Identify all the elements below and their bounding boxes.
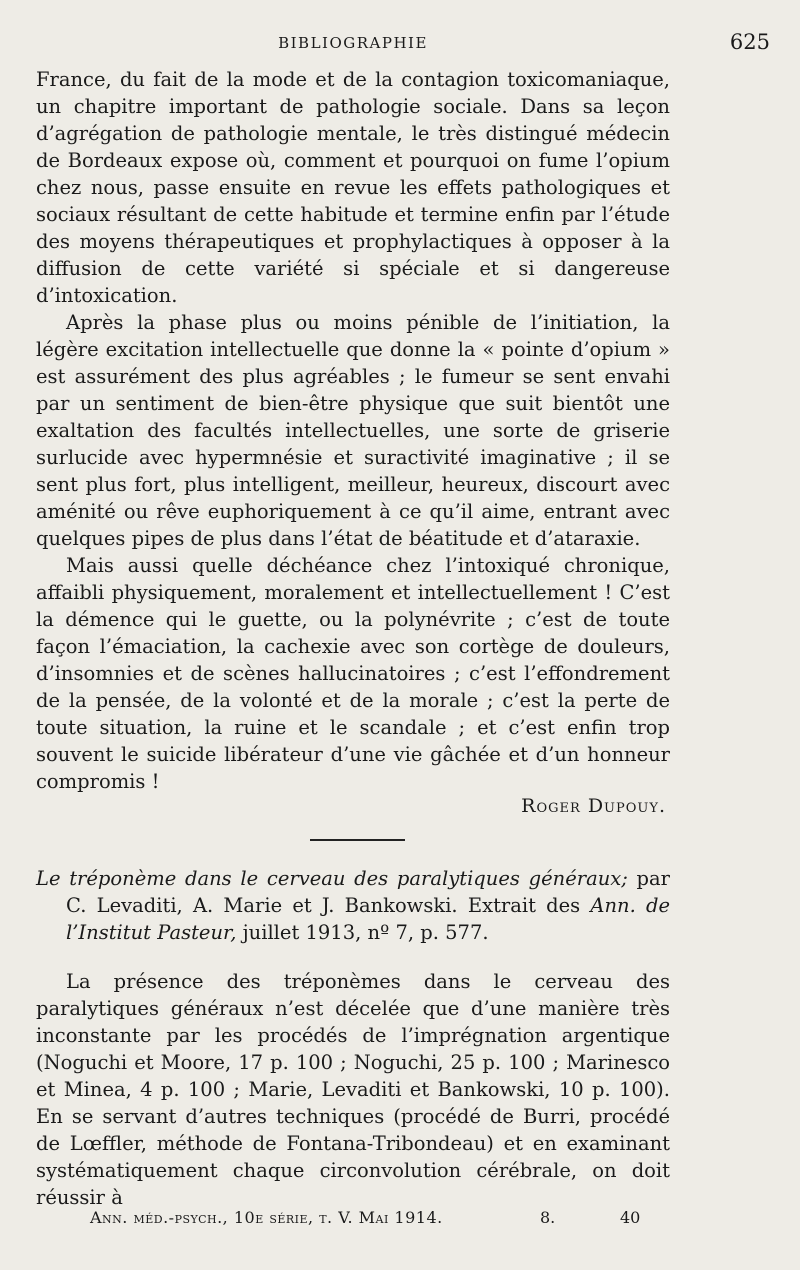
running-head: BIBLIOGRAPHIE	[278, 34, 428, 52]
footer-signature-mark: 8.	[540, 1208, 556, 1227]
paragraph-opium-effects: Après la phase plus ou moins pénible de l’initiation, la légère excitation intellectuelle que donne la « pointe d’opium » est assurément des plus agréables ; le fumeur se sent envahi par un sentiment de bien-être physique que suit bientôt une exaltation des facultés intellectuelles, une sorte de griserie surlucide avec hypermnésie et suractivité imaginative ; il se sent plus fort, plus intelligent, meilleur, heureux, discourt avec aménité ou rêve euphoriquement à ce qu’il aime, entrant avec quelques pipes de plus dans l’état de béatitude et d’ataraxie.	[36, 311, 670, 550]
page-number: 625	[729, 30, 770, 54]
review-journal: Ann. de l’Institut Pasteur,	[66, 893, 670, 944]
review-signature: Roger Dupouy.	[521, 795, 666, 817]
paragraph-continued: France, du fait de la mode et de la contagion toxicomaniaque, un chapitre important de pathologie sociale. Dans sa leçon d’agrégation de pathologie mentale, le très distingué médecin de Bordeaux expose où, comment et pourquoi on fume l’opium chez nous, passe ensuite en revue les effets pathologiques et sociaux résultant de cette habitude et termine enfin par l’étude des moyens thérapeutiques et prophylactiques à opposer à la diffusion de cette variété si spéciale et si dangereuse d’intoxication.	[36, 68, 670, 307]
review-title: Le tréponème dans le cerveau des paralytiques généraux;	[36, 866, 628, 890]
section-divider	[310, 839, 405, 841]
review-reference: juillet 1913, nº 7, p. 577.	[236, 920, 489, 944]
footer-sheet-number: 40	[620, 1208, 641, 1227]
page-header	[36, 30, 770, 58]
page-footer	[90, 1208, 650, 1227]
paragraph-chronic-intoxication: Mais aussi quelle déchéance chez l’intoxiqué chronique, affaibli physiquement, moralement et intellectuellement ! C’est la démence qui le guette, ou la polynévrite ; c’est de toute façon l’émaciation, la cachexie avec son cortège de douleurs, d’insomnies et de scènes hallucinatoires ; c’est l’effondrement de la pensée, de la volonté et de la morale ; c’est la perte de toute situation, la ruine et le scandale ; et c’est enfin trop souvent le suicide libérateur d’une vie gâchée et d’un honneur compromis !	[36, 554, 670, 793]
page-body	[36, 66, 670, 1211]
review-authors: par C. Levaditi, A. Marie et J. Bankowski. Extrait des	[66, 866, 670, 917]
review-heading	[36, 865, 670, 946]
paragraph-treponema: La présence des tréponèmes dans le cerveau des paralytiques généraux n’est décelée que d’une manière très inconstante par les procédés de l’imprégnation argentique (Noguchi et Moore, 17 p. 100 ; Noguchi, 25 p. 100 ; Marinesco et Minea, 4 p. 100 ; Marie, Levaditi et Bankowski, 10 p. 100). En se servant d’autres techniques (procédé de Burri, procédé de Lœffler, méthode de Fontana-Tribondeau) et en examinant systématiquement chaque circonvolution cérébrale, on doit réussir à	[36, 969, 670, 1209]
footer-journal: Ann. méd.-psych., 10e série, t. V. Mai 1914.	[90, 1208, 443, 1227]
